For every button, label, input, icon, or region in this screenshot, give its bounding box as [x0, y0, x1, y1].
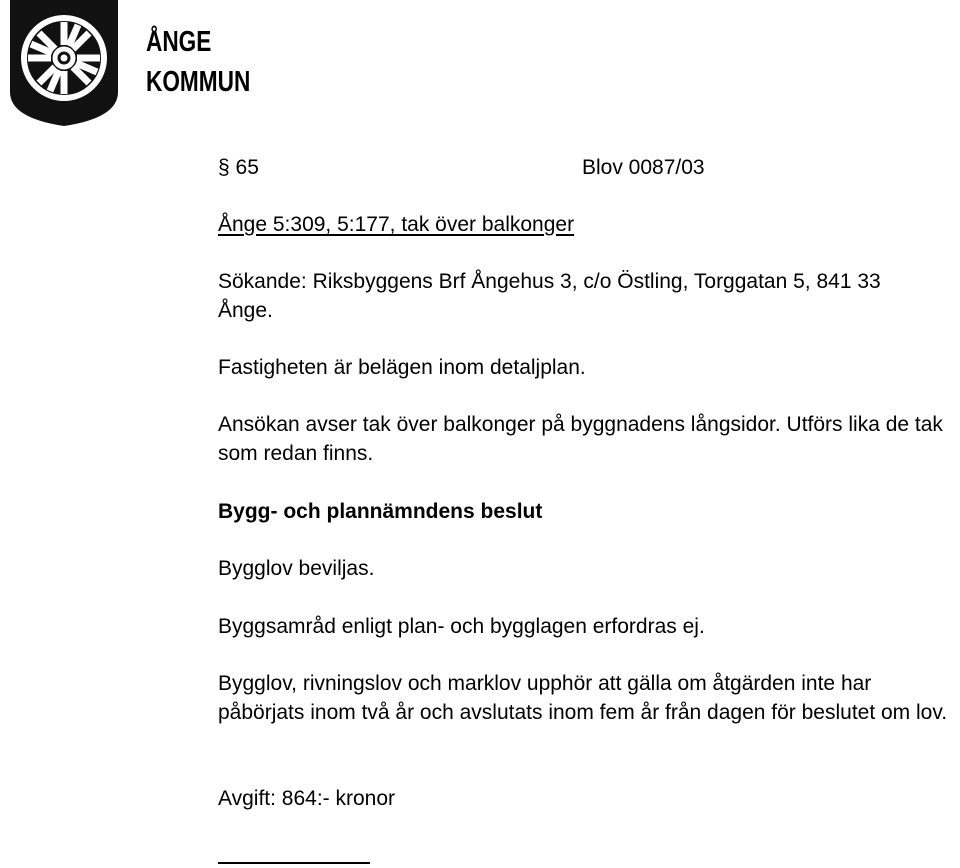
section-number: § 65 [218, 156, 259, 179]
org-name-line-2: KOMMUN [146, 66, 251, 98]
applicant-paragraph: Sökande: Riksbyggens Brf Ångehus 3, c/o Östling, Torggatan 5, 841 33 Ånge. [218, 270, 881, 322]
application-description: Ansökan avser tak över balkonger på byggnadens långsidor. Utförs lika de tak som redan finns. [218, 413, 943, 465]
decision-permit-granted: Bygglov beviljas. [218, 557, 375, 580]
organization-name [146, 22, 250, 102]
plan-status-paragraph: Fastigheten är belägen inom detaljplan. [218, 356, 586, 379]
signature-rule [218, 862, 370, 864]
decision-consultation: Byggsamråd enligt plan- och bygglagen erfordras ej. [218, 615, 705, 638]
ange-kommun-logo [6, 0, 122, 128]
org-name-line-1: ÅNGE [146, 26, 212, 58]
fee-line: Avgift: 864:- kronor [218, 787, 396, 810]
property-heading: Ånge 5:309, 5:177, tak över balkonger [218, 213, 575, 236]
decision-validity: Bygglov, rivningslov och marklov upphör att gälla om åtgärden inte har påbörjats inom två år och avslutats inom fem år från dagen för beslutet om lov. [218, 672, 948, 724]
decision-heading: Bygg- och plannämndens beslut [218, 500, 543, 523]
case-number: Blov 0087/03 [582, 156, 705, 179]
